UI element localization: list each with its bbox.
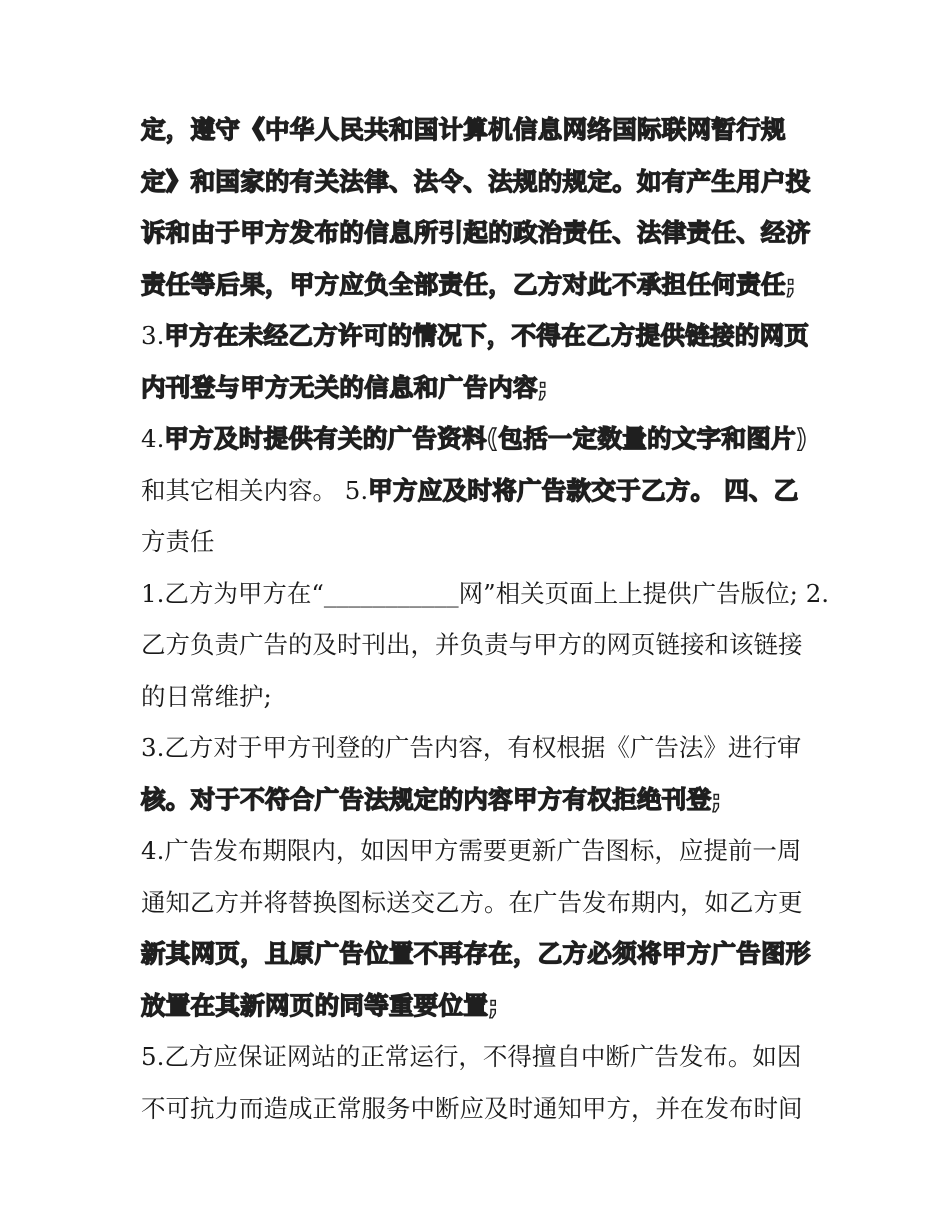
text-segment: 甲方在未经乙方许可的情况下，不得在乙方提供链接的网页 (164, 321, 810, 350)
text-line (141, 928, 821, 980)
text-line (141, 980, 821, 1032)
text-segment: 5.乙方应保证网站的正常运行，不得擅自中断广告发布。如因 (141, 1042, 802, 1071)
text-segment: 1.乙方为甲方在“___________网”相关页面上上提供广告版位; 2. (141, 578, 830, 608)
text-segment: 和其它相关内容。 5. (141, 475, 369, 505)
text-segment: 3.乙方对于甲方刊登的广告内容，有权根据《广告法》进行审 (141, 733, 802, 762)
text-segment: 方责任 (141, 527, 215, 556)
text-line (141, 774, 821, 826)
document-body (141, 104, 830, 1134)
text-segment: 通知乙方并将替换图标送交乙方。在广告发布期内，如乙方更 (141, 887, 803, 917)
text-line (141, 310, 821, 362)
text-segment: 诉和由于甲方发布的信息所引起的政治责任、法律责任、经济 (141, 218, 811, 247)
text-segment: 定》和国家的有关法律、法令、法规的规定。如有产生用户投 (141, 166, 811, 196)
text-segment: 内刊登与甲方无关的信息和广告内容; (141, 372, 548, 402)
text-segment: 甲方及时提供有关的广告资料(包括一定数量的文字和图片) (164, 424, 808, 453)
text-line (141, 413, 821, 465)
text-segment: 定，遵守《中华人民共和国计算机信息网络国际联网暂行规 (141, 115, 786, 144)
text-line (141, 259, 821, 311)
text-line (141, 825, 821, 877)
text-line (141, 722, 821, 774)
text-line (141, 619, 821, 671)
text-line (141, 1031, 821, 1083)
text-segment: 3. (141, 321, 165, 350)
text-segment: 责任等后果，甲方应负全部责任，乙方对此不承担任何责任; (141, 269, 796, 299)
text-segment: 4. (141, 424, 165, 453)
text-line (141, 568, 830, 620)
text-segment: 不可抗力而造成正常服务中断应及时通知甲方，并在发布时间 (141, 1093, 803, 1123)
text-line (141, 104, 821, 156)
text-line (141, 207, 821, 259)
text-segment: 放置在其新网页的同等重要位置; (141, 990, 499, 1020)
text-line (141, 877, 821, 929)
text-line (141, 465, 821, 517)
text-line (141, 156, 821, 208)
text-segment: 的日常维护; (141, 681, 272, 711)
text-segment: 核。对于不符合广告法规定的内容甲方有权拒绝刊登; (141, 784, 722, 814)
text-segment: 新其网页，且原广告位置不再存在，乙方必须将甲方广告图形 (141, 939, 811, 968)
text-segment: 乙方负责广告的及时刊出，并负责与甲方的网页链接和该链接 (141, 630, 803, 659)
text-line (141, 362, 821, 414)
text-segment: 甲方应及时将广告款交于乙方。 四、乙 (368, 475, 799, 505)
text-line (141, 516, 821, 568)
text-segment: 4.广告发布期限内，如因甲方需要更新广告图标，应提前一周 (141, 836, 802, 865)
text-line (141, 671, 821, 723)
text-line (141, 1083, 821, 1135)
